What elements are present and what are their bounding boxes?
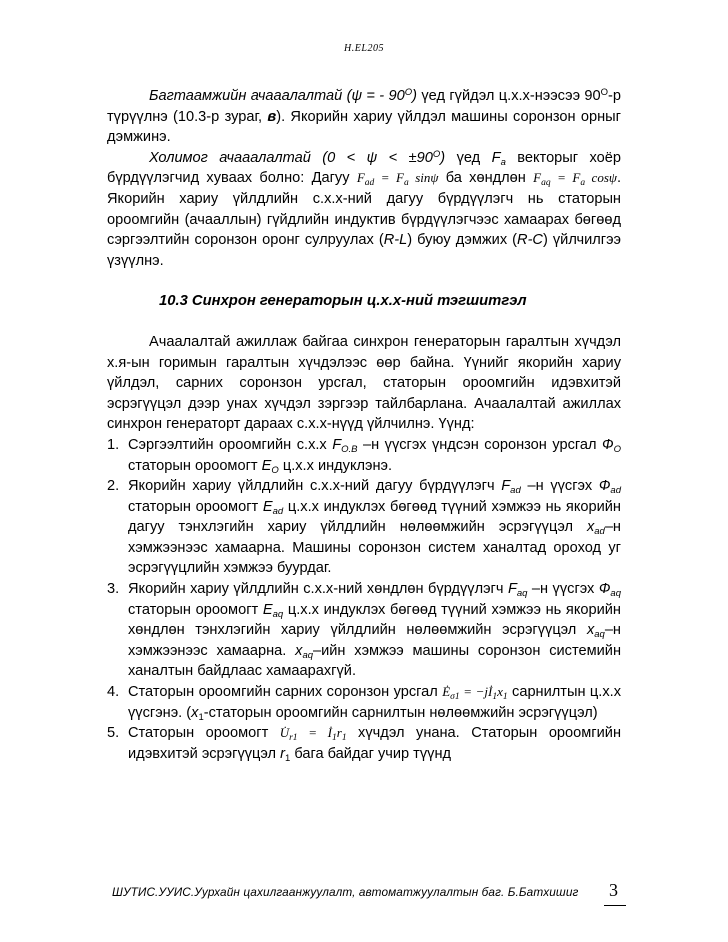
paragraph-capacitive-load: Багтаамжийн ачааалалтай (ψ = - $90^O$) үед гүйдэл ц.х.х-нээсээ $90^O-р$ түрүүлнэ (10.3-р зураг, в). Якорийн хариу үйлдэл машины соронзон орныг дэмжинэ. [107,87,621,146]
page-header-code: H.EL205 [344,43,384,54]
formula-scattering-emf: $Ė_{\sigma 1}$ = $-jİ_1x_1$ [442,684,508,703]
page-number: 3 [609,880,618,900]
formula-fad: $F_{ad} = F_a$ sinψ [356,170,439,189]
list-item: 3. Якорийн хариу үйлдлийн с.х.х-ний хөндлөн бүрдүүлэгч $F_{aq}$ –н үүсгэх $Ф_{aq}$ статорын ороомогт $E_{aq}$ ц.х.х индуклэх бөгөөд түүний хэмжээ нь якорийн хөндлөн тэнхлэгийн хариу үйлдлийн нөлөөмжийн эсрэгүүцэл $x_{aq}-н$ хэмжээнээс хамаарна. $x_{aq}$–ийн хэмжээ машины соронзон системийн ханалтын байдлаас хамаарахгүй. [107,581,622,680]
formula-faq: $F_{aq} = F_a$ cosψ [533,170,617,189]
paragraph-mixed-load: Холимог ачааалалтай $(0 < \psi < \pm 90^O)$ үед $F_a$ векторыг хоёр бүрдүүлэгчид хуваах болно: Дагуу $F_{ad} = F_a$ sinψ ба хөндлөн $F_{aq} = F_a$ cosψ. Якорийн хариу үйлдлийн с.х.х-ний дагуу бүрдүүлэгч нь статорын ороомгийн (ачааллын) гүйдлийн индуктив бүрдүүлэгчээс хамаарах бөгөөд сэргээлтийн соронзон оронг сулруулах (R-L) буюу дэмжих (R-C) үйлчилгээ үзүүлнэ. [107,148,622,269]
list-item: 5. Статорын ороомогт $U̇_{r1}$ = $İ_1r_1$ хүчдэл унана. Статорын ороомгийн идэвхитэй эсрэгүүцэл $r_1$ бага байдаг учир түүнд [107,725,621,764]
paragraph-intro: Ачаалалтай ажиллаж байгаа синхрон генераторын гаралтын хүчдэл х.я-ын горимын гаралтын хүчдэлээс өөр байна. Үүнийг якорийн хариу үйлдэл, сарних соронзон урсгал, статорын ороомгийн идэвхитэй эсрэгүүцэл дээр унах хүчдэл зэргээр тайлбарлана. Ачаалалтай ажиллах синхрон генераторт дараах с.х.х-нүүд үйлчилнэ. Үүнд: [107,333,621,433]
page-number-underline [604,905,626,906]
footer-text: ШУТИС.УУИС.Уурхайн цахилгаанжуулалт, автоматжуулалтын баг. Б.Батхишиг [112,885,579,899]
document-body [107,86,621,764]
section-heading: 10.3 Синхрон генераторын ц.х.х-ний тэгшитгэл [159,293,527,310]
list-item: 4. Статорын ороомгийн сарних соронзон урсгал $Ė_{\sigma 1}$ = $-jİ_1x_1$ сарнилтын ц.х.х үүсгэнэ. ($x_1$-статорын ороомгийн сарнилтын нөлөөмжийн эсрэгүүцэл) [107,684,621,723]
formula-voltage-drop: $U̇_{r1}$ = $İ_1r_1$ [279,725,347,744]
list-item: 2. Якорийн хариу үйлдлийн с.х.х-ний дагуу бүрдүүлэгч $F_{ad}$ –н үүсгэх $Ф_{ad}$ статорын ороомогт $E_{ad}$ ц.х.х индуклэх бөгөөд түүний хэмжээ нь якорийн дагуу тэнхлэгийн хариу үйлдлийн нөлөөмжийн эсрэгүүцэл $x_{ad}-н$ хэмжээнээс хамаарна. Машины соронзон систем ханалтад ороход уг эсрэгүүцлийн хэмжээ буурдаг. [107,478,621,577]
list-item: 1. Сэргээлтийн ороомгийн с.х.х $F_{O.B}$ –н үүсгэх үндсэн соронзон урсгал $Ф_O$ статорын ороомогт $E_O$ ц.х.х индуклэнэ. [107,436,621,476]
